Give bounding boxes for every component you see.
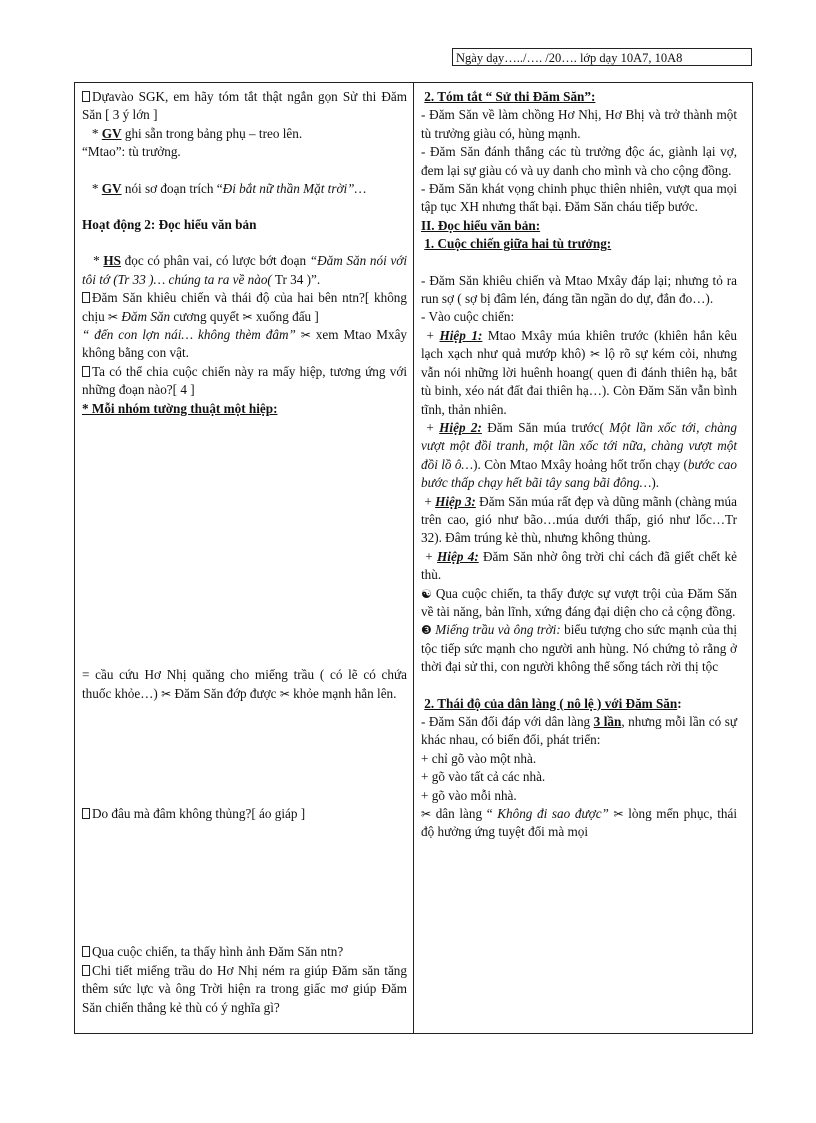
question-betel-meaning: Chi tiết miếng trầu do Hơ Nhị ném ra giúp Đăm săn tăng thêm sức lực và ông Trời hiện ra trong giấc mơ giúp Đăm Săn chiến thắng kẻ thù có ý nghĩa gì?	[82, 962, 407, 1015]
villagers-point-1: - Đăm Săn đối đáp với dân làng 3 lần, nhưng mỗi lần có sự khác nhau, có biến đổi, phát triển:	[421, 714, 737, 748]
quote-note: “ đến con lợn nái… không thèm đâm” ✂ xem Mtao Mxây không bằng con vật.	[82, 327, 408, 361]
villagers-point-4: + gõ vào mỗi nhà.	[421, 787, 517, 803]
betel-meaning: ❸ Miếng trầu và ông trời: biểu tượng cho sức mạnh của thị tộc tiếp sức mạnh cho người anh hùng. Nó chứng tỏ rằng ở thời đại sử thi, con người không thể sống tách rời thị tộc	[421, 622, 738, 675]
lesson-date-header: Ngày dạy…../…. /20…. lớp dạy 10A7, 10A8	[452, 48, 752, 66]
question-challenge: Đăm Săn khiêu chiến và thái độ của hai bên ntn?[ không chịu ✂ Đăm Săn cương quyết ✂ xuống đấu ]	[82, 290, 407, 324]
question-mark-icon	[82, 946, 90, 957]
summary-heading: 2. Tóm tắt “ Sử thi Đăm Săn”:	[424, 89, 596, 104]
villagers-conclusion: ✂ dân làng “ Không đi sao được” ✂ lòng mến phục, thái độ hưởng ứng tuyệt đối mà mọi	[421, 806, 737, 840]
question-mark-icon	[82, 965, 90, 976]
gv-note-2: * GV nói sơ đoạn trích “Đi bắt nữ thần Mặt trời”…	[82, 180, 367, 196]
column-divider	[413, 83, 414, 1033]
summary-point-2: - Đăm Săn đánh thắng các tù trưởng độc ác, giành lại vợ, đem lại sự giàu có và uy danh cho mình và cho cộng đồng.	[421, 144, 737, 178]
round-3: + Hiệp 3: Đăm Săn múa rất đẹp và dũng mãnh (chàng múa trên cao, gió như bão…múa dưới thấp, gió như lốc…Tr 32). Đâm trúng kẻ thù, nhưng không thủng.	[421, 493, 738, 546]
round-4: + Hiệp 4: Đăm Săn nhờ ông trời chỉ cách đã giết chết kẻ thù.	[421, 548, 738, 583]
scissors-icon: ✂	[161, 686, 172, 701]
question-summary: Dựavào SGK, em hãy tóm tắt thật ngắn gọn Sử thi Đăm Săn [ 3 ý lớn ]	[82, 89, 407, 123]
round-2: + Hiệp 2: Đăm Săn múa trước( Một lần xốc tới, chàng vượt một đồi tranh, một lần xốc tới nữa, chàng vượt một đồi lồ ô…). Còn Mtao Mxây hoảng hốt trốn chạy (bước cao bước thấp chạy hết bãi tây sang bãi đông…).	[421, 419, 737, 491]
question-mark-icon	[82, 292, 90, 303]
battle-result: ☯ Qua cuộc chiến, ta thấy được sự vượt trội của Đăm Săn về tài năng, bản lĩnh, xứng đáng đại diện cho cả cộng đồng.	[421, 585, 737, 619]
question-armor: Do đâu mà đâm không thủng?[ áo giáp ]	[82, 805, 407, 823]
battle-heading: 1. Cuộc chiến giữa hai tù trưởng:	[424, 236, 612, 252]
villagers-heading: 2. Thái độ của dân làng ( nô lệ ) với Đăm Săn:	[424, 695, 682, 711]
scissors-icon: ✂	[300, 328, 311, 343]
battle-challenge: - Đăm Săn khiêu chiến và Mtao Mxây đáp lại; nhưng tỏ ra run sợ ( sợ bị đâm lén, đáng tần ngần do dự, đắn đo…).	[421, 272, 737, 307]
scissors-icon: ✂	[421, 807, 432, 822]
round-1: + Hiệp 1: Mtao Mxây múa khiên trước (khiên hắn kêu lạch xạch như quả mướp khô) ✂ lộ rõ sự kém cỏi, nhưng vẫn nói những lời huênh hoang( quen đi đánh thiên hạ, bắt tù binh, xéo nát đất đai thiên hạ…). Còn Đăm Săn vẫn bình tĩnh, thản nhiên.	[421, 327, 738, 417]
villagers-point-3: + gõ vào tất cả các nhà.	[421, 769, 546, 785]
teacher-activity-column	[82, 88, 407, 1017]
scissors-icon: ✂	[108, 309, 119, 324]
yin-yang-icon: ☯	[421, 586, 432, 601]
question-mark-icon	[82, 808, 90, 819]
gv-note-1: * GV ghi sẵn trong bảng phụ – treo lên.	[82, 125, 303, 141]
activity-2-heading: Hoạt động 2: Đọc hiểu văn bản	[82, 217, 257, 233]
mtao-definition: “Mtao”: tù trưởng.	[82, 144, 181, 160]
question-mark-icon	[82, 366, 90, 377]
summary-point-1: - Đăm Săn về làm chồng Hơ Nhị, Hơ Bhị và trở thành một tù trưởng giàu có, hùng mạnh.	[421, 107, 737, 141]
hs-reading-note: * HS đọc có phân vai, có lược bớt đoạn “Đăm Săn nói với tôi tớ (Tr 33 )… chúng ta ra về nào( Tr 34 )”.	[82, 253, 408, 287]
scissors-icon: ✂	[613, 807, 624, 822]
lesson-plan-table	[74, 82, 753, 1034]
question-image: Qua cuộc chiến, ta thấy hình ảnh Đăm Săn ntn?	[82, 943, 407, 961]
scissors-icon: ✂	[242, 309, 253, 324]
betel-note: = cầu cứu Hơ Nhị quăng cho miếng trầu ( có lẽ có chứa thuốc khỏe…) ✂ Đăm Săn đớp được ✂ khỏe mạnh hẳn lên.	[82, 667, 407, 701]
content-column	[421, 88, 737, 842]
bullet-icon: ❸	[421, 623, 432, 638]
scissors-icon: ✂	[590, 347, 601, 362]
summary-point-3: - Đăm Săn khát vọng chinh phục thiên nhiên, vượt qua mọi tập tục XH nhưng thất bại. Đăm Săn cháu tiếp bước.	[421, 181, 737, 215]
question-mark-icon	[82, 91, 90, 102]
scissors-icon: ✂	[279, 686, 290, 701]
battle-start: - Vào cuộc chiến:	[421, 309, 515, 325]
group-task: * Mỗi nhóm tường thuật một hiệp:	[82, 400, 278, 416]
section-reading-heading: II. Đọc hiểu văn bản:	[421, 217, 541, 233]
villagers-point-2: + chỉ gõ vào một nhà.	[421, 750, 537, 766]
question-rounds: Ta có thể chia cuộc chiến này ra mấy hiệp, tương ứng với những đoạn nào?[ 4 ]	[82, 363, 407, 398]
